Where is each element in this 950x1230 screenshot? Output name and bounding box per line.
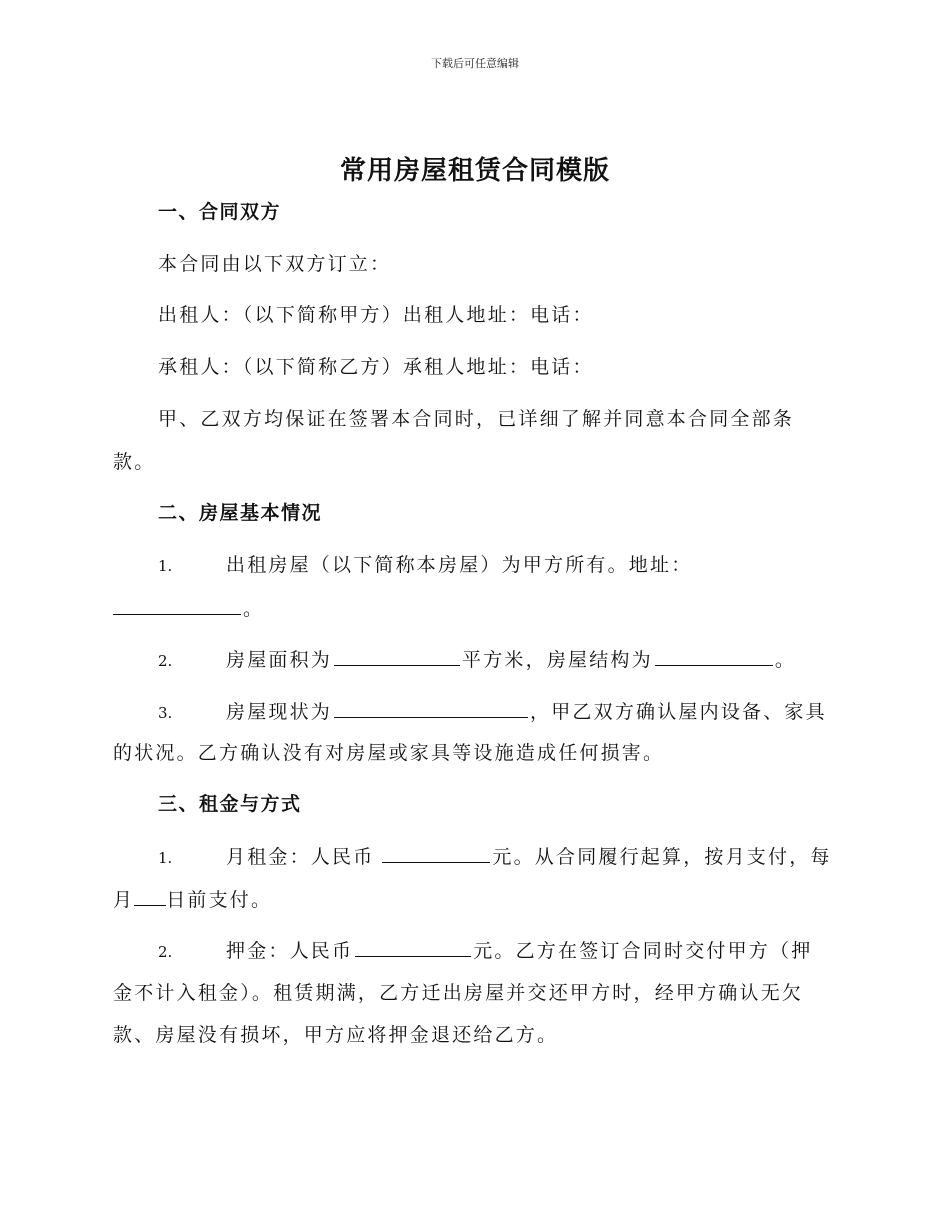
item-text: 日前支付。 (166, 889, 273, 911)
item-text: 房屋现状为 (226, 701, 333, 723)
s1-intro: 本合同由以下双方订立： (158, 253, 392, 275)
s3-item-2-cont2: 款、房屋没有损坏，甲方应将押金退还给乙方。 (113, 1024, 559, 1046)
item-text: 出租房屋（以下简称本房屋）为甲方所有。地址： (226, 554, 693, 576)
deposit-blank[interactable] (355, 938, 471, 957)
item-text: ，甲乙双方确认屋内设备、家具 (530, 701, 827, 723)
item-text: 月租金：人民币 (226, 846, 375, 868)
s1-lessee: 承租人：（以下简称乙方）承租人地址：电话： (158, 356, 594, 378)
s3-item-1-cont (113, 887, 843, 912)
s2-item-2 (158, 647, 888, 673)
item-text: 平方米，房屋结构为 (462, 649, 653, 671)
s2-item-1 (158, 553, 888, 578)
structure-blank[interactable] (655, 647, 773, 666)
item-text: 元。从合同履行起算，按月支付，每 (492, 846, 832, 868)
s1-guarantee-line2: 款。 (113, 451, 156, 473)
item-text: 。 (243, 598, 265, 620)
s1-lessor: 出租人：（以下简称甲方）出租人地址：电话： (158, 304, 594, 326)
section-2-heading: 二、房屋基本情况 (158, 502, 323, 524)
item-number: 1. (158, 849, 173, 867)
area-blank[interactable] (334, 647, 460, 666)
item-text: 房屋面积为 (226, 649, 333, 671)
condition-blank[interactable] (334, 699, 528, 718)
item-number: 2. (158, 652, 173, 670)
item-text: 月 (113, 889, 135, 911)
item-text: 押金：人民币 (226, 940, 354, 962)
s3-item-2-cont1: 金不计入租金）。租赁期满，乙方迁出房屋并交还甲方时，经甲方确认无欠 (113, 982, 804, 1004)
item-number: 2. (158, 943, 173, 961)
s2-item-3 (158, 699, 888, 725)
rent-blank[interactable] (382, 844, 490, 863)
page-header-note: 下载后可任意编辑 (431, 57, 519, 70)
document-title: 常用房屋租赁合同模版 (339, 156, 610, 186)
s2-item-3-cont: 的状况。乙方确认没有对房屋或家具等设施造成任何损害。 (113, 742, 665, 764)
s3-item-1 (158, 844, 888, 870)
s1-guarantee-line1: 甲、乙双方均保证在签署本合同时，已详细了解并同意本合同全部条 (158, 408, 795, 430)
item-number: 1. (158, 557, 173, 575)
section-3-heading: 三、租金与方式 (158, 793, 302, 815)
pay-day-blank[interactable] (134, 887, 166, 906)
section-1-heading: 一、合同双方 (158, 201, 282, 223)
item-text: 元。乙方在签订合同时交付甲方（押 (473, 940, 813, 962)
s2-item-1-cont (113, 596, 843, 621)
s3-item-2 (158, 938, 888, 964)
item-number: 3. (158, 704, 173, 722)
item-text: 。 (774, 649, 797, 671)
address-blank[interactable] (113, 596, 241, 615)
